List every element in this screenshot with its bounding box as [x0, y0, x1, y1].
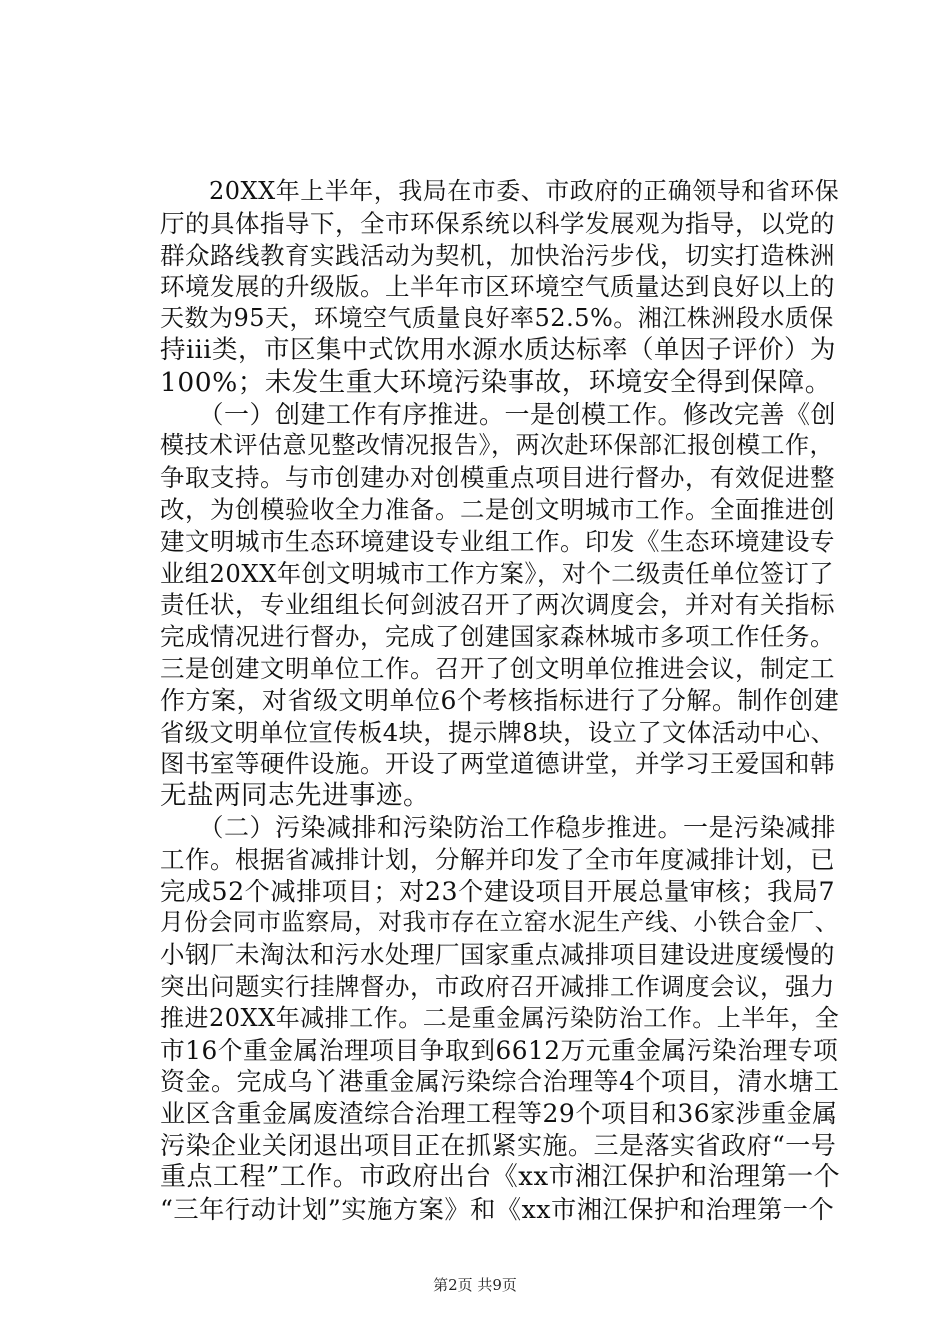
- text-line: 20XX年上半年，我局在市委、市政府的正确领导和省环保: [160, 177, 840, 205]
- page-number-footer: 第2页 共9页: [433, 1276, 517, 1294]
- text-line: 环境发展的升级版。上半年市区环境空气质量达到良好以上的: [160, 272, 835, 302]
- text-line: 作方案，对省级文明单位6个考核指标进行了分解。制作创建: [160, 685, 840, 715]
- text-line: 群众路线教育实践活动为契机，加快治污步伐，切实打造株洲: [160, 240, 835, 270]
- text-line: 责任状，专业组组长何剑波召开了两次调度会，并对有关指标: [160, 590, 835, 620]
- text-line: 持iii类，市区集中式饮用水源水质达标率（单因子评价）为: [160, 334, 836, 365]
- text-line: 建文明城市生态环境建设专业组工作。印发《生态环境建设专: [160, 526, 835, 556]
- text-line: 天数为95天，环境空气质量良好率52.5%。湘江株洲段水质保: [160, 304, 834, 333]
- text-line: 重点工程”工作。市政府出台《xx市湘江保护和治理第一个: [160, 1161, 841, 1192]
- text-line: 模技术评估意见整改情况报告》，两次赴环保部汇报创模工作，: [160, 431, 834, 460]
- text-line: “三年行动计划”实施方案》和《xx市湘江保护和治理第一个: [160, 1194, 835, 1224]
- text-line: 市16个重金属治理项目争取到6612万元重金属污染治理专项: [160, 1035, 839, 1065]
- text-line: 业区含重金属废渣综合治理工程等29个项目和36家涉重金属: [160, 1099, 838, 1129]
- text-line: 业组20XX年创文明城市工作方案》，对个二级责任单位签订了: [160, 558, 835, 588]
- text-line: （二）污染减排和污染防治工作稳步推进。一是污染减排: [160, 812, 837, 842]
- document-body: [160, 176, 840, 1225]
- text-line: 完成52个减排项目；对23个建设项目开展总量审核；我局7: [160, 876, 836, 906]
- text-line: 推进20XX年减排工作。二是重金属污染防治工作。上半年，全: [160, 1003, 840, 1032]
- text-line: 100%；未发生重大环境污染事故，环境安全得到保障。: [160, 366, 832, 398]
- text-line: 突出问题实行挂牌督办，市政府召开减排工作调度会议，强力: [160, 971, 835, 1001]
- text-line: 省级文明单位宣传板4块，提示牌8块，设立了文体活动中心、: [160, 717, 836, 747]
- text-line: 图书室等硬件设施。开设了两堂道德讲堂，并学习王爱国和韩: [160, 749, 835, 779]
- text-line: 完成情况进行督办，完成了创建国家森林城市多项工作任务。: [160, 622, 835, 652]
- text-line: 厅的具体指导下，全市环保系统以科学发展观为指导，以党的: [160, 208, 835, 238]
- text-line: 工作。根据省减排计划，分解并印发了全市年度减排计划，已: [160, 844, 835, 874]
- text-line: 小钢厂未淘汰和污水处理厂国家重点减排项目建设进度缓慢的: [160, 940, 835, 970]
- text-line: 无盐两同志先进事迹。: [160, 780, 430, 812]
- text-line: 改，为创模验收全力准备。二是创文明城市工作。全面推进创: [160, 494, 835, 524]
- text-line: 三是创建文明单位工作。召开了创文明单位推进会议，制定工: [160, 653, 835, 683]
- text-line: 争取支持。与市创建办对创模重点项目进行督办，有效促进整: [160, 463, 835, 493]
- text-line: 月份会同市监察局，对我市存在立窑水泥生产线、小铁合金厂、: [160, 908, 840, 937]
- text-line: 污染企业关闭退出项目正在抓紧实施。三是落实省政府“一号: [160, 1130, 837, 1160]
- text-line: （一）创建工作有序推进。一是创模工作。修改完善《创: [160, 399, 837, 429]
- text-line: 资金。完成乌丫港重金属污染综合治理等4个项目，清水塘工: [160, 1067, 840, 1097]
